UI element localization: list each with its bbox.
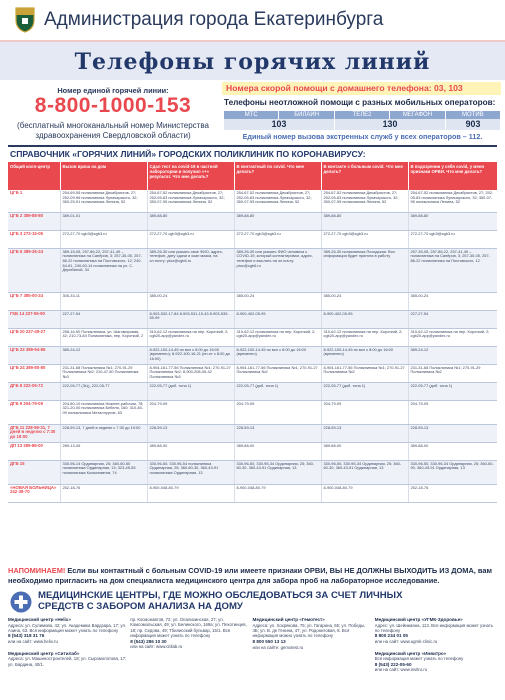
center-name: Медицинский центр «УГМК-Здоровье» — [374, 617, 463, 622]
table-cell: 257-35-05, 257-86-22, 257-41-49 – поликлиника на Сапёров, 3; 257-35-05, 257-86-22 поликлиника на Постовского, 12 — [408, 248, 497, 292]
number-mts-beeline: 103 — [224, 119, 334, 130]
table-cell: 385-00-24 — [234, 292, 321, 310]
clinic-name-cell: ДГБ 11 228-59-31, 7 дней в неделю с 7:30 до 19:00 — [8, 424, 60, 442]
table-cell: 289-13-05 — [60, 442, 147, 460]
table-cell: 231-31-68 Поликлиника №1; 270-91-29 Поликлиника №2; 210-47-50 Поликлиника №3 — [60, 364, 147, 382]
hotlines-table — [8, 162, 497, 503]
clinic-name-cell: ЦГБ 1 — [8, 190, 60, 212]
number-tele2-megafon: 130 — [335, 119, 445, 130]
table-cell: 389-15-05, 257-86-22, 257-41-49 – поликлиника на Сапёров, 3; 257-35-05, 257-86-22 поликлиника на Постовского, 12; 240-64-61, 240-60-14 поликлиника на ул. С. Дерябиной, 34 — [60, 248, 147, 292]
center-address: Адреса: ул. Сулимова, 42; ул. Академика Вардзара, 17; ул. Азина, 63. Вся информация может узнать по телефону — [8, 622, 127, 633]
single-hotline-note: (бесплатный многоканальный номер Министерства здравоохранения Свердловской области) — [17, 121, 209, 140]
center-phone: 8 (543) 222-05-60 — [374, 661, 412, 667]
table-cell: 389-26-30 или указать свое ФИО, адрес, телефон, дату сдачи и скан мазка, на эл.почту: ptoz@cgb6.ru — [147, 248, 234, 292]
table-cell: 305-33-11 — [60, 292, 147, 310]
center-phone: 8 (543) 318 31 76 — [8, 633, 45, 639]
hotlines-table-container — [8, 162, 497, 560]
reminder-prefix: НАПОМИНАЕМ! — [8, 566, 66, 575]
clinic-name-cell: ДГБ 15 — [8, 460, 60, 484]
table-cell: 228-59-13 — [321, 424, 408, 442]
table-row — [8, 346, 497, 364]
table-cell: 227-27-54 — [60, 310, 147, 328]
clinic-name-cell: ДП 13 289-88-00 — [8, 442, 60, 460]
header — [0, 0, 505, 40]
table-cell: 272-27-70 cgb3@cgb3.ru — [147, 230, 234, 248]
table-cell: 8-922-100-14-45 по вкл с 8:00 до 16:00 (временно) — [321, 346, 408, 364]
table-cell: 385-00-24 — [147, 292, 234, 310]
center-website[interactable]: или на сайте: gemotest.ru — [252, 644, 304, 650]
table-row — [8, 212, 497, 230]
center-name: Медицинский центр «Helix» — [8, 617, 71, 622]
center-website[interactable]: или на сайт: www.citilab.ru — [130, 644, 183, 650]
table-cell: 389-88-80 — [234, 212, 321, 230]
table-cell: 389-88-00 — [408, 442, 497, 460]
single-hotline-label: Номер единой горячей линии: — [57, 86, 169, 95]
medical-centers — [8, 617, 497, 679]
table-body — [8, 190, 497, 502]
table-cell: 8-903-532-17-84 8-903-531-15-43 8-903-535-55-99 — [147, 310, 234, 328]
center-name: Медицинский центр «Инвитро» — [374, 650, 447, 656]
table-cell: 8-900-048-80-79 — [147, 484, 234, 502]
center-item — [8, 617, 127, 645]
medical-centers-title: МЕДИЦИНСКИЕ ЦЕНТРЫ, ГДЕ МОЖНО ОБСЛЕДОВАТЬСЯ ЗА СЧЕТ ЛИЧНЫХ СРЕДСТВ С ЗАБОРОМ АНАЛИЗА НА ДОМУ — [38, 590, 403, 612]
table-cell: 227-27-54 — [408, 310, 497, 328]
table-cell: 310-62-12 поликлиника на пер. Короткий, 2; cgb20-app@yandex.ru — [147, 328, 234, 346]
center-website[interactable]: или на сайт: www.ugmk-clinic.ru — [374, 639, 438, 645]
clinic-name-cell: ЦГБ 2 389-88-80 — [8, 212, 60, 230]
table-row — [8, 328, 497, 346]
table-row — [8, 382, 497, 400]
center-item — [8, 651, 127, 667]
table-cell: 330-96-50, 330-96-34 Ординарная, 25; 360-60-90, 360-43-91 Ординарная, 13 — [408, 460, 497, 484]
clinic-name-cell: ЦГБ 23 389-94-85 — [8, 346, 60, 364]
table-cell: 389-88-00 — [147, 442, 234, 460]
table-row — [8, 460, 497, 484]
single-emergency-number: Единый номер вызова экстренных служб у всех операторов – 112. — [242, 132, 483, 141]
table-cell: 310-62-12 поликлиника на пер. Короткий, 2; cgb20-app@yandex.ru — [408, 328, 497, 346]
table-cell: 228-59-13, 7 дней в неделю с 7:30 до 19:00 — [60, 424, 147, 442]
column-header: В подозрении у себя covid, у меня признаки ОРВИ. Что мне делать? — [408, 162, 497, 190]
table-cell: 254-67-52 поликлиника Декабристов, 27; 252-05-83 поликлиника Луначарского, 32; 350-07-95 поликлиника Ленина, 52 — [408, 190, 497, 212]
table-row — [8, 424, 497, 442]
center-item — [375, 617, 494, 645]
operator-tele2: ТЕЛЕ2 — [335, 111, 389, 119]
center-address: Адреса: ул. Хохрякова, 75; ул. Гагарина, 55; ул. Победы, 4Б; ул. В. де Генина, 47; ул. Родонитовая, 8. Вся информация можно узнать по телефону — [252, 622, 366, 639]
center-phone: 8 800 234 01 05 — [374, 633, 408, 639]
table-cell: 389-88-80 — [321, 212, 408, 230]
table-cell: 389-01-01 — [60, 212, 147, 230]
table-row — [8, 310, 497, 328]
table-cell: 310-62-12 поликлиника на пер. Короткий, 2; cgb20-app@yandex.ru — [321, 328, 408, 346]
table-cell: 254-69-55 поликлиника Декабристов, 27; 252-09-96 поликлиника Луначарского, 32; 350-25-91 поликлиника Ленина, 52 — [60, 190, 147, 212]
table-cell: 204-79-09 — [234, 400, 321, 424]
table-cell: 389-88-80 — [408, 212, 497, 230]
center-item — [253, 617, 372, 650]
table-cell: 385-00-24 — [408, 292, 497, 310]
table-cell: 222-05-77 (доб. тона 1) — [234, 382, 321, 400]
operator-mts: МТС — [224, 111, 278, 119]
table-row — [8, 190, 497, 212]
reminder-text: Если вы контактный с больным COVID-19 или имеете признаки ОРВИ, ВЫ НЕ ДОЛЖНЫ ВЫХОДИТЬ ИЗ ДОМА, вам необходимо пригласить на дом специалиста медицинского центра для забора проб на лабораторное исследование. — [8, 566, 492, 585]
center-address: Вся информация может узнать по телефону — [374, 656, 464, 662]
table-row — [8, 292, 497, 310]
table-row — [8, 484, 497, 502]
operator-megafon: МЕГАФОН — [390, 111, 444, 119]
table-cell: 389-26-30 или указать ФИО человека с COVID-19, который контактировал, адрес, телефон и выслать на эл.почту: ptoz@cgb6.ru — [234, 248, 321, 292]
table-header-row — [8, 162, 497, 190]
ambulance-numbers: Номера скорой помощи с домашнего телефона: 03, 103 — [222, 82, 501, 95]
clinic-name-cell: ЦГБ 6 389-26-24 — [8, 248, 60, 292]
table-cell: 272-27-70 cgb3@cgb3.ru — [408, 230, 497, 248]
center-column — [130, 617, 252, 679]
table-cell: 231-31-68 Поликлиника №1; 270-91-29 Поликлиника №2 — [408, 364, 497, 382]
center-phone: 8 800 550 13 13 — [252, 638, 286, 644]
table-cell: 8-904-161-77-56 Поликлиника №1; 270-91-27 Поликлиника №2 — [321, 364, 408, 382]
center-column — [253, 617, 375, 679]
operator-motiv: МОТИВ — [446, 111, 500, 119]
clinic-name-cell: ДГБ 9 204-79-09 — [8, 400, 60, 424]
table-row — [8, 442, 497, 460]
table-cell: 254-67-52 поликлиника Декабристов, 27; 252-05-83 поликлиника Луначарского, 32; 350-07-95 поликлиника Ленина, 52 — [234, 190, 321, 212]
center-column — [375, 617, 497, 679]
table-cell: 389-88-80 — [147, 212, 234, 230]
center-name: Медицинский центр «Ситилаб» — [8, 650, 80, 656]
table-cell: 222-05-77 (доб. тона 1) — [147, 382, 234, 400]
table-cell: 385-00-24 — [321, 292, 408, 310]
table-cell: 222-05-77 (доб. тона 1) — [321, 382, 408, 400]
table-cell: 272-27-70 cgb3@cgb3.ru — [60, 230, 147, 248]
table-cell: 228-59-13 — [408, 424, 497, 442]
table-cell: 272-27-70 cgb3@cgb3.ru — [321, 230, 408, 248]
table-cell: 222-05-77 (доб. тона 1) — [408, 382, 497, 400]
center-address: пр. Космонавтов, 72; ул. Опалихинская, 27; ул. Комсомольская, 49; ул. Белинского, 169а; ул. Пехотинцев, 18; пр. Седова, 49; Тбилисский бульвар, 15/1. Вся информация может узнать по телефону — [130, 617, 247, 639]
table-cell: 8-900-048-80-79 — [321, 484, 408, 502]
table-cell: 389-88-00 — [234, 442, 321, 460]
column-header: Общий колл-центр — [8, 162, 60, 190]
hotlines-banner — [0, 40, 505, 80]
center-item — [375, 651, 494, 673]
center-website[interactable]: или на сайт: www.invitro.ru — [374, 667, 428, 673]
section-title: СПРАВОЧНИК «ГОРЯЧИХ ЛИНИЙ» ГОРОДСКИХ ПОЛИКЛИНИК ПО КОРОНАВИРУСУ: — [8, 145, 497, 159]
table-cell: 389-88-00 — [321, 442, 408, 460]
table-cell: 252-18-76 — [408, 484, 497, 502]
table-cell: 204-80-10 поликлиника Нижнее-рабочая, 78; 321-20-00 поликлиника Бебеля, 160; 310-45-09 поликлиника Металлургов, 63 — [60, 400, 147, 424]
table-cell: 330-96-50, 330-95-34 Ординарная, 25; 360-60-30, 360-43-91 Ординарная, 13 — [321, 460, 408, 484]
table-cell: 272-27-70 cgb3@cgb3.ru — [234, 230, 321, 248]
clinic-name-cell: ЦГБ 20 227-49-27 — [8, 328, 60, 346]
emergency-title: Телефоны неотложной помощи с разных мобильных операторов: — [224, 98, 496, 107]
clinic-name-cell: «НОВАЯ БОЛЬНИЦА» 242-38-70 — [8, 484, 60, 502]
center-phone: 8 (543) 286 10 30 — [130, 638, 167, 644]
center-name: Медицинский центр «Гемотест» — [252, 617, 325, 622]
table-cell: 228-59-13 — [234, 424, 321, 442]
table-cell: 330-96-14 Ординарная, 25; 360-60-50 поликлиника Ординарная, 13; 323-45-55 поликлиника Космонавтов, 74 — [60, 460, 147, 484]
table-cell: 389-24-12 — [60, 346, 147, 364]
single-hotline-phone: 8-800-1000-153 — [34, 94, 192, 117]
table-cell: 204-79-09 — [408, 400, 497, 424]
table-cell: 254-67-52 поликлиника Декабристов, 27; 252-05-83 поликлиника Луначарского, 32; 350-07-95 поликлиника Ленина, 52 — [321, 190, 408, 212]
operator-numbers-row — [224, 119, 501, 130]
column-header: Вызов врача на дом — [60, 162, 147, 190]
table-cell: 204-79-09 — [147, 400, 234, 424]
city-coat-of-arms-icon — [14, 5, 36, 33]
table-cell: 222-05-77 (ЭЦ), 222-05-77 — [60, 382, 147, 400]
clinic-name-cell: ЦГБ 7 385-00-24 — [8, 292, 60, 310]
hotlines-title: Телефоны горячих линий — [74, 49, 431, 75]
center-address: Адреса: ул. Машиностроителей, 18; ул. Сыромолотова, 17; ул. Бардина, 40/1. — [8, 656, 127, 667]
table-row — [8, 400, 497, 424]
table-cell: 258-16-50 Поликлиника, ул. Шагомировая, 42; 210-73-84 Поликлиника, пер. Короткий, 2 — [60, 328, 147, 346]
number-motiv: 903 — [446, 119, 500, 130]
table-cell: 254-67-52 поликлиника Декабристов, 27; 252-05-83 поликлиника Луначарского, 32; 350-07-95 поликлиника Ленина, 52 — [147, 190, 234, 212]
center-item — [130, 617, 249, 650]
table-cell: 389-24-12 — [408, 346, 497, 364]
table-cell: 8-904-161-77-56 Поликлиника №1; 270-91-27 Поликлиника №2; 8-900-208-05-42 Поликлиника №3 — [147, 364, 234, 382]
center-column — [8, 617, 130, 679]
table-cell: 330-96-50, 330-96-54 поликлиника Ординарная, 25; 360-60-30, 360-43-91 поликлиника Ординарная, 13 — [147, 460, 234, 484]
admin-title: Администрация города Екатеринбурга — [44, 9, 384, 30]
table-cell: 8-900-048-80-79 — [234, 484, 321, 502]
column-header: В контакте с больным covid. Что мне делать? — [321, 162, 408, 190]
table-cell: 204-79-09 — [321, 400, 408, 424]
table-cell: 330-96-50, 330-95-34 Ординарная, 25; 360-60-30, 360-43-91 Ординарная, 13 — [234, 460, 321, 484]
table-cell: 389-26-30 поликлиника Посадская. Вся информация будет принята в работу — [321, 248, 408, 292]
table-cell: 310-62-12 поликлиника на пер. Короткий, 2; cgb20-app@yandex.ru — [234, 328, 321, 346]
clinic-name-cell: ЦГБ 3 272-15-05 — [8, 230, 60, 248]
operator-beeline: БИЛАЙН — [279, 111, 333, 119]
table-row — [8, 248, 497, 292]
clinic-name-cell: ГКБ 14 227-06-90 — [8, 310, 60, 328]
table-row — [8, 230, 497, 248]
table-cell: 8-922-100-14-45 по вкл с 8:00 до 16:00 (временно); 8-922-100-16-21 (пн-пт с 8:00 до 16:00) — [147, 346, 234, 364]
column-header: В контактный по covid. Что мне делать? — [234, 162, 321, 190]
table-cell: 8-900-402-05-95 — [234, 310, 321, 328]
table-cell: 8-922-100-14-45 по вкл с 8:00 до 16:00 (временно) — [234, 346, 321, 364]
table-cell: 8-900-402-05-95 — [321, 310, 408, 328]
table-row — [8, 364, 497, 382]
table-cell: 228-59-13 — [147, 424, 234, 442]
clinic-name-cell: ДГБ 8 222-05-72 — [8, 382, 60, 400]
center-address: Адрес: ул. Шейнкмана, 113. Вся информация может узнать по телефону — [374, 622, 494, 633]
center-website[interactable]: или на сайт: www.helix.ru — [8, 639, 58, 645]
operators-row — [224, 111, 501, 119]
column-header: Сдал тест на covid-19 в частной лаборатории и получил «+» результат. Что мне делать? — [147, 162, 234, 190]
table-cell: 252-18-76 — [60, 484, 147, 502]
table-cell: 8-904-161-77-56 Поликлиника №1; 270-91-27 Поликлиника №2 — [234, 364, 321, 382]
clinic-name-cell: ЦГБ 24 389-80-80 — [8, 364, 60, 382]
reminder-note — [8, 566, 497, 586]
medical-cross-icon — [10, 591, 32, 613]
